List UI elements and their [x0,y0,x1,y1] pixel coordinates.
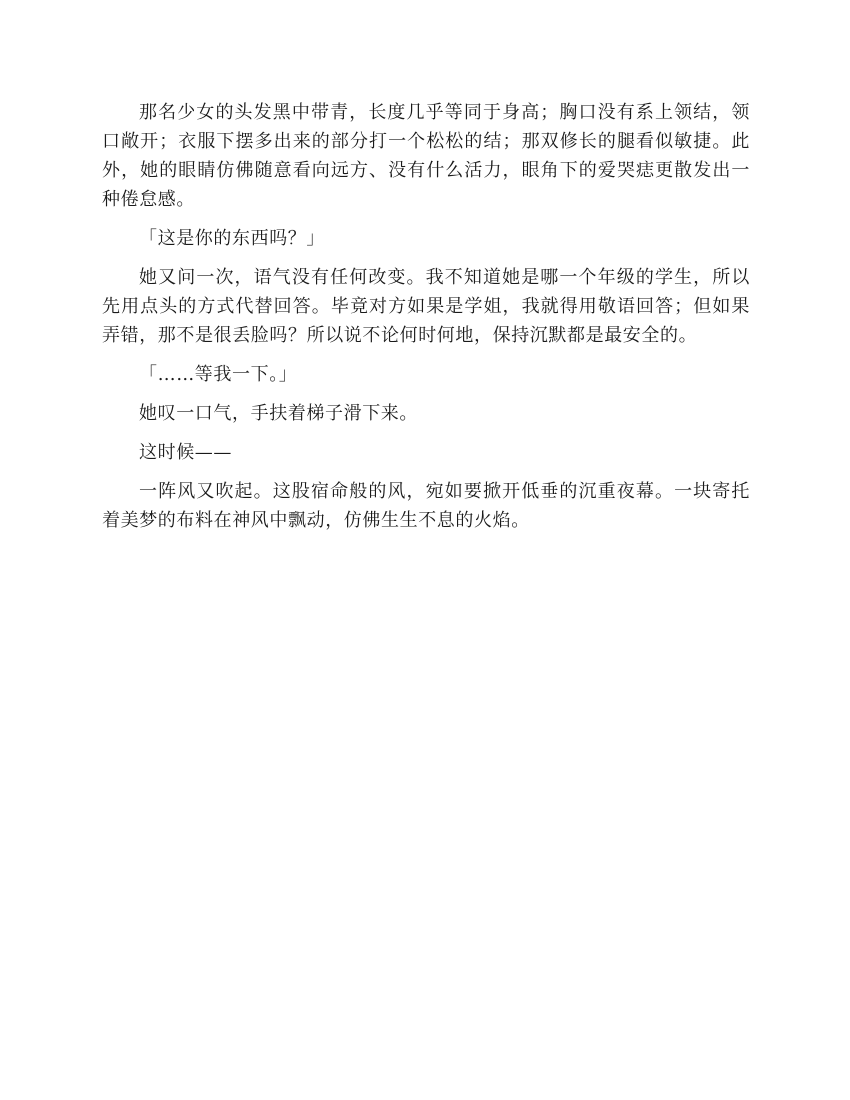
paragraph-7: 一阵风又吹起。这股宿命般的风，宛如要掀开低垂的沉重夜幕。一块寄托着美梦的布料在神风中飘动，仿佛生生不息的火焰。 [102,481,750,531]
document-body [102,98,750,545]
paragraph-2: 「这是你的东西吗？」 [139,228,325,249]
paragraph-3: 她又问一次，语气没有任何改变。我不知道她是哪一个年级的学生，所以先用点头的方式代替回答。毕竟对方如果是学姐，我就得用敬语回答；但如果弄错，那不是很丢脸吗？所以说不论何时何地，保持沉默都是最安全的。 [102,267,750,346]
paragraph-4: 「……等我一下。」 [139,364,298,385]
paragraph-5: 她叹一口气，手扶着梯子滑下来。 [139,403,418,424]
paragraph-1: 那名少女的头发黑中带青，长度几乎等同于身高；胸口没有系上领结，领口敞开；衣服下摆多出来的部分打一个松松的结；那双修长的腿看似敏捷。此外，她的眼睛仿佛随意看向远方、没有什么活力，眼角下的爱哭痣更散发出一种倦怠感。 [102,102,750,210]
paragraph-6: 这时候—— [139,442,232,463]
